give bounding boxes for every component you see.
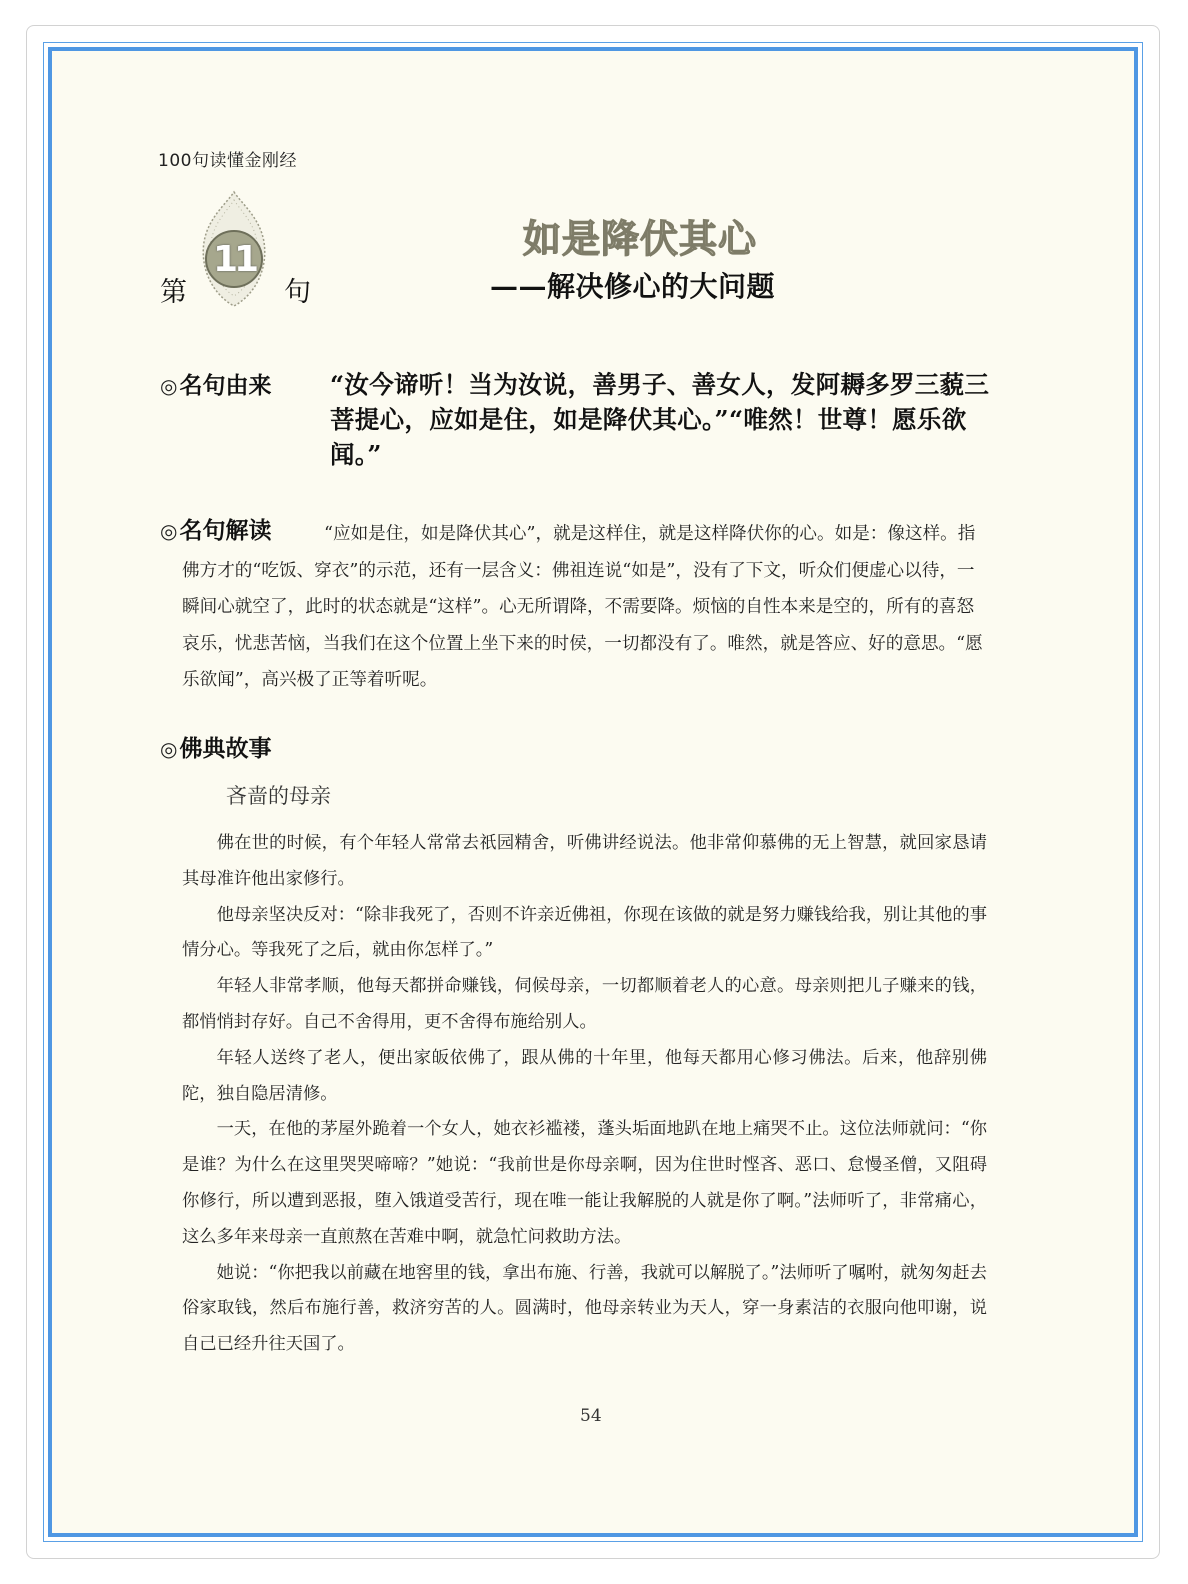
running-title: 100句读懂金刚经 xyxy=(158,151,297,171)
chapter-title: 如是降伏其心 xyxy=(523,217,758,261)
story-paragraph: 他母亲坚决反对：“除非我死了，否则不许亲近佛祖，你现在该做的就是努力赚钱给我，别让其他的事情分心。等我死了之后，就由你怎样了。” xyxy=(182,904,987,961)
chapter-number: 11 xyxy=(205,230,263,288)
famous-quote: “汝今谛听！当为汝说，善男子、善女人，发阿耨多罗三藐三菩提心，应如是住，如是降伏其心。”“唯然！世尊！愿乐欲闻。” xyxy=(330,370,990,469)
bullseye-icon: ◎ xyxy=(160,374,178,398)
page-number: 54 xyxy=(580,1406,602,1426)
section-heading-source xyxy=(160,367,271,400)
chapter-suffix: 句 xyxy=(284,277,311,308)
section-heading-text: 名句解读 xyxy=(179,518,272,544)
section-heading-text: 名句由来 xyxy=(179,373,272,399)
chapter-badge xyxy=(160,190,320,315)
story-body xyxy=(182,826,987,1363)
story-paragraph: 年轻人非常孝顺，他每天都拼命赚钱，伺候母亲，一切都顺着老人的心意。母亲则把儿子赚来的钱，都悄悄封存好。自己不舍得用，更不舍得布施给别人。 xyxy=(182,976,987,1032)
bullseye-icon: ◎ xyxy=(160,737,178,761)
interpretation-body: “应如是住，如是降伏其心”，就是这样住，就是这样降伏你的心。如是：像这样。指佛方才的“吃饭、穿衣”的示范，还有一层含义：佛祖连说“如是”，没有了下文，听众们便虚心以待，一瞬间心就空了，此时的状态就是“这样”。心无所谓降，不需要降。烦恼的自性本来是空的，所有的喜怒哀乐，忧悲苦恼，当我们在这个位置上坐下来的时侯，一切都没有了。唯然，就是答应、好的意思。“愿乐欲闻”，高兴极了正等着听呢。 xyxy=(182,524,983,690)
story-paragraph: 佛在世的时候，有个年轻人常常去祇园精舍，听佛讲经说法。他非常仰慕佛的无上智慧，就回家恳请其母准许他出家修行。 xyxy=(182,833,987,889)
chapter-subtitle: ——解决修心的大问题 xyxy=(490,270,776,303)
bullseye-icon: ◎ xyxy=(160,519,178,543)
story-title: 吝啬的母亲 xyxy=(226,784,331,808)
section-heading-text: 佛典故事 xyxy=(179,736,272,762)
story-paragraph: 一天，在他的茅屋外跪着一个女人，她衣衫褴褛，蓬头垢面地趴在地上痛哭不止。这位法师就问：“你是谁？为什么在这里哭哭啼啼？”她说：“我前世是你母亲啊，因为住世时悭吝、恶口、怠慢圣僧，又阻碍你修行，所以遭到恶报，堕入饿道受苦行，现在唯一能让我解脱的人就是你了啊。”法师听了，非常痛心，这么多年来母亲一直煎熬在苦难中啊，就急忙问救助方法。 xyxy=(182,1119,987,1247)
story-paragraph: 年轻人送终了老人，便出家皈依佛了，跟从佛的十年里，他每天都用心修习佛法。后来，他辞别佛陀，独自隐居清修。 xyxy=(182,1047,987,1104)
story-paragraph: 她说：“你把我以前藏在地窖里的钱，拿出布施、行善，我就可以解脱了。”法师听了嘱咐，就匆匆赶去俗家取钱，然后布施行善，救济穷苦的人。圆满时，他母亲转业为天人，穿一身素洁的衣服向他叩谢，说自己已经升往天国了。 xyxy=(182,1262,987,1355)
chapter-prefix: 第 xyxy=(160,277,187,308)
interpretation-text xyxy=(182,516,987,699)
section-heading-story xyxy=(160,730,271,763)
